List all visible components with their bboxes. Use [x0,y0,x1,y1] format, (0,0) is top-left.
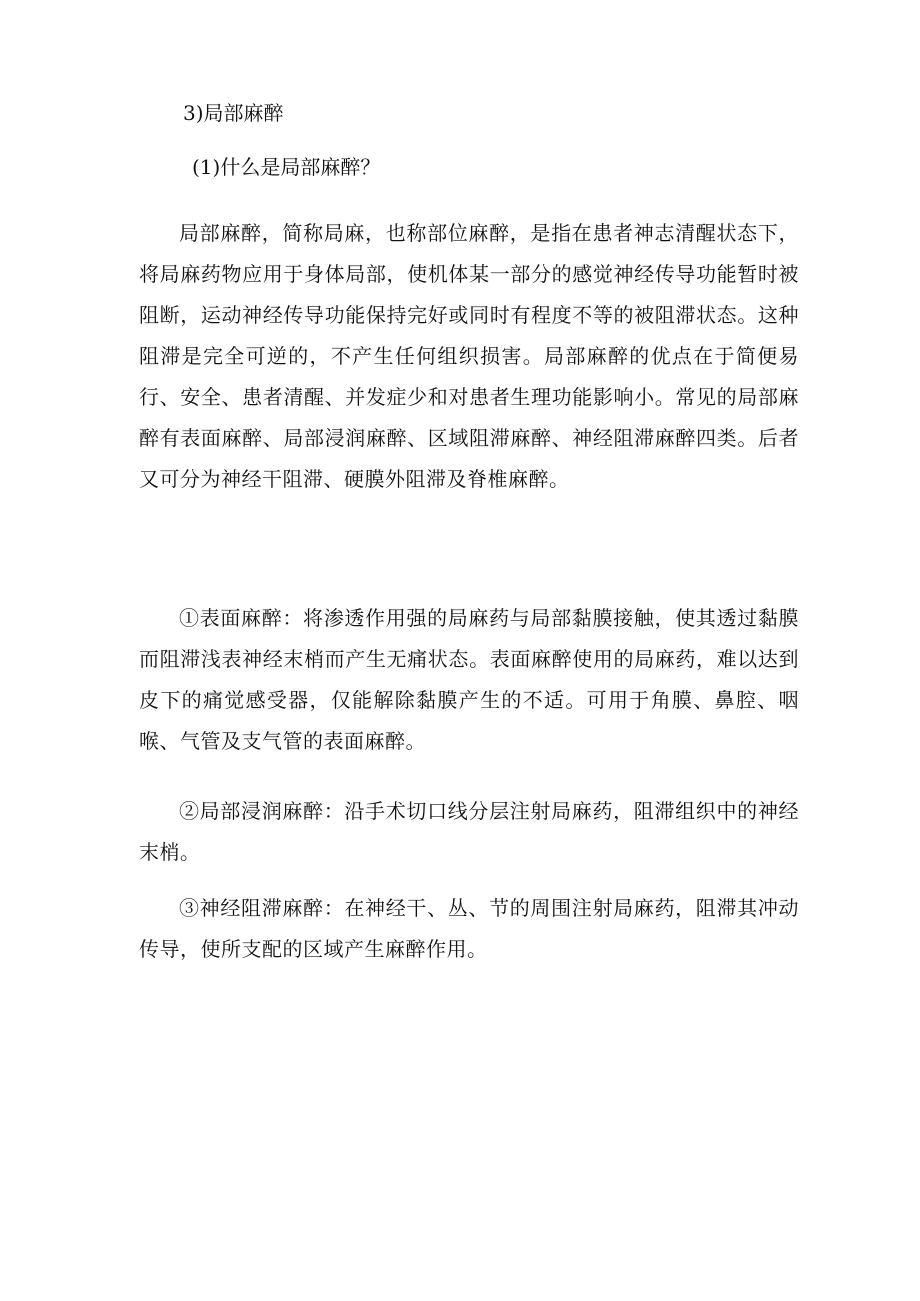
question-subheading: (1)什么是局部麻醉？ [192,155,381,179]
section-heading: 3)局部麻醉 [183,101,284,125]
paragraph-surface-anesthesia: ①表面麻醉：将渗透作用强的局麻药与局部黏膜接触，使其透过黏膜而阻滞浅表神经末梢而产生无痛状态。表面麻醉使用的局麻药，难以达到皮下的痛觉感受器，仅能解除黏膜产生的不适。可用于角膜、鼻腔、咽喉、气管及支气管的表面麻醉。 [139,606,799,753]
paragraph-nerve-block-anesthesia: ③神经阻滞麻醉：在神经干、丛、节的周围注射局麻药，阻滞其冲动传导，使所支配的区域产生麻醉作用。 [139,896,799,961]
paragraph-infiltration-anesthesia: ②局部浸润麻醉：沿手术切口线分层注射局麻药，阻滞组织中的神经末梢。 [139,799,799,864]
paragraph-definition: 局部麻醉，简称局麻，也称部位麻醉，是指在患者神志清醒状态下，将局麻药物应用于身体局部，使机体某一部分的感觉神经传导功能暂时被阻断，运动神经传导功能保持完好或同时有程度不等的被阻滞状态。这种阻滞是完全可逆的，不产生任何组织损害。局部麻醉的优点在于简便易行、安全、患者清醒、并发症少和对患者生理功能影响小。常见的局部麻醉有表面麻醉、局部浸润麻醉、区域阻滞麻醉、神经阻滞麻醉四类。后者又可分为神经干阻滞、硬膜外阻滞及脊椎麻醉。 [139,221,799,491]
